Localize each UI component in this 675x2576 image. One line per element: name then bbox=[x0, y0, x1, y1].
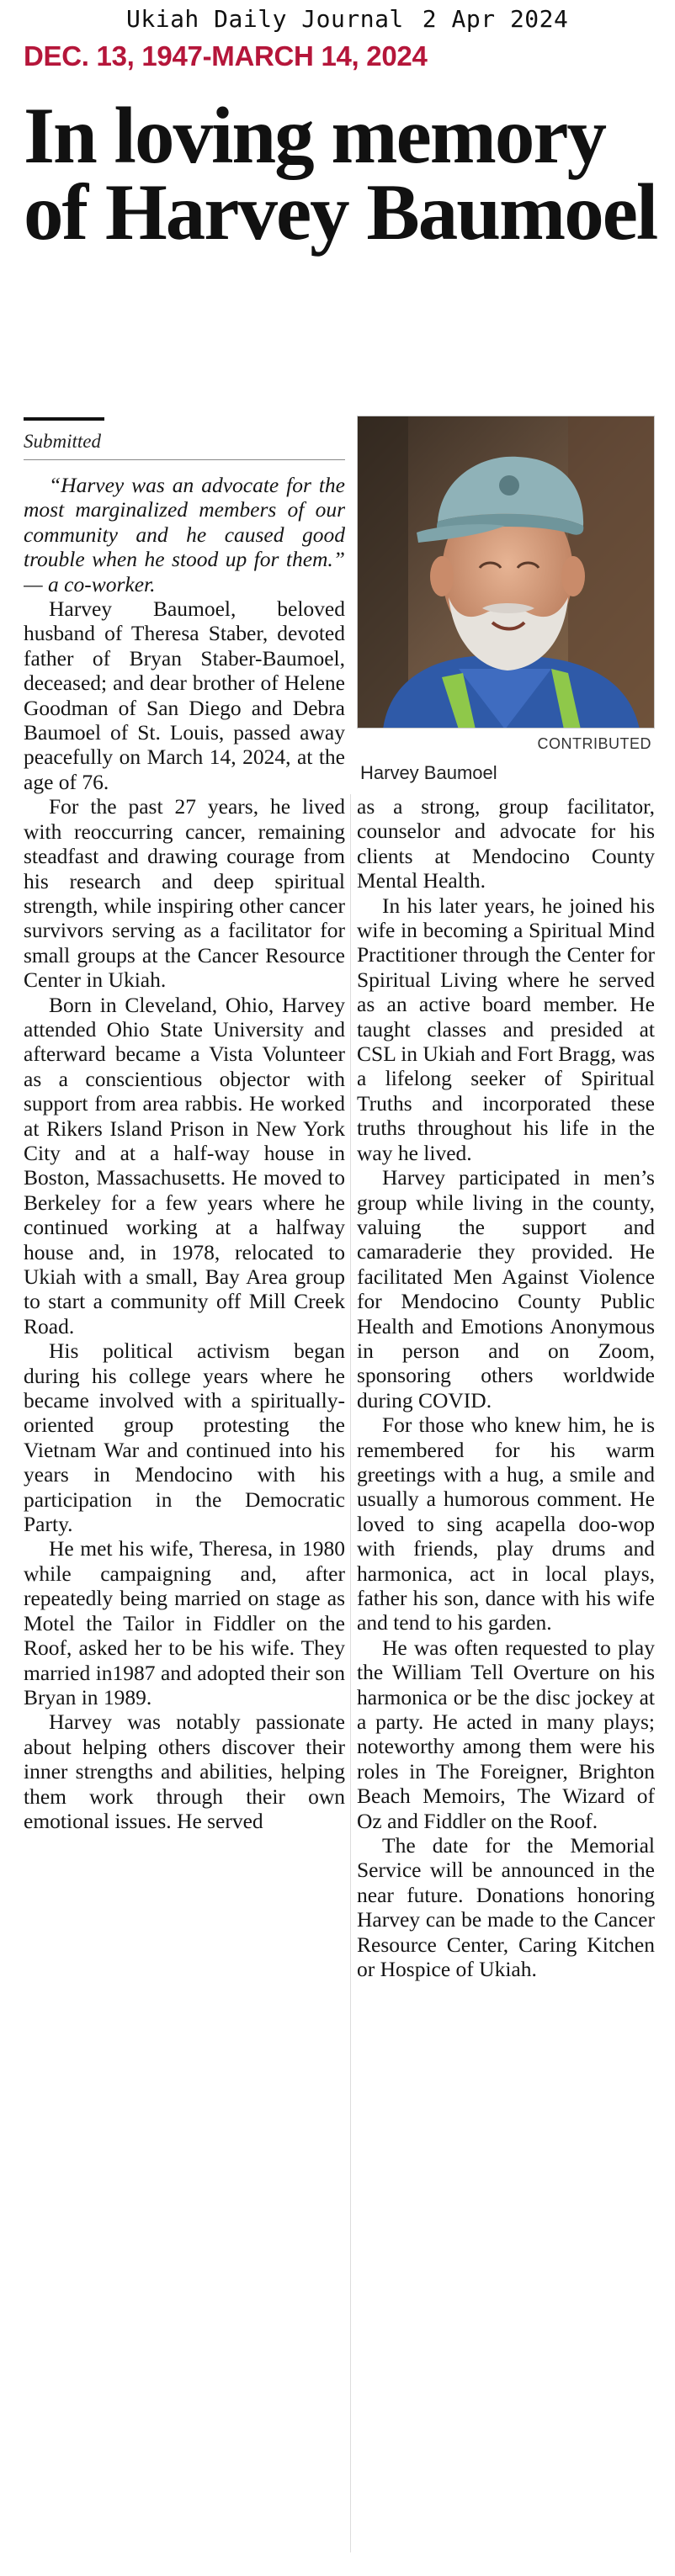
paragraph: In his later years, he joined his wife in becoming a Spiritual Mind Practitioner through the Center for Spiritual Living where he served as an active board member. He taught classes and presided at CSL in Ukiah and Fort Bragg, was a lifelong seeker of Spiritual Truths and incorporated these truths throughout his life in the way he lived. bbox=[357, 893, 655, 1165]
column-divider bbox=[350, 794, 351, 2552]
paragraph: The date for the Memorial Service will be announced in the near future. Donations honoring Harvey can be made to the Cancer Resource Center, Caring Kitchen or Hospice of Ukiah. bbox=[357, 1833, 655, 1982]
headline: In loving memory of Harvey Baumoel bbox=[24, 91, 657, 257]
paragraph: He met his wife, Theresa, in 1980 while campaigning and, after repeatedly being married on stage as Motel the Tailor in Fiddler on the Roof, asked her to be his wife. They married in1987 and adopted their son Bryan in 1989. bbox=[24, 1536, 345, 1709]
paragraph: For the past 27 years, he lived with reoccurring cancer, remaining steadfast and drawing courage from his research and deep spiritual strength, while inspiring other cancer survivors serving as a facilitator for small groups at the Cancer Resource Center in Ukiah. bbox=[24, 794, 345, 993]
masthead bbox=[126, 5, 568, 33]
paragraph-continued: as a strong, group facilitator, counselor and advocate for his clients at Mendocino County Mental Health. bbox=[357, 794, 655, 893]
portrait-photo bbox=[357, 416, 655, 729]
publication-name: Ukiah Daily Journal bbox=[126, 5, 404, 33]
byline-rule bbox=[24, 417, 104, 421]
portrait-illustration bbox=[358, 416, 655, 729]
photo-credit: CONTRIBUTED bbox=[537, 735, 651, 752]
photo-caption: Harvey Baumoel bbox=[360, 762, 497, 783]
paragraph: Harvey Baumoel, beloved husband of Theresa Staber, devoted father of Bryan Staber-Baumoel, deceased; and dear brother of Helene Goodman of San Diego and Debra Baumoel of St. Louis, passed away peacefully on March 14, 2024, at the age of 76. bbox=[24, 596, 345, 794]
paragraph: Born in Cleveland, Ohio, Harvey attended Ohio State University and afterward became a Vista Volunteer as a conscientious objector with support from area rabbis. He worked at Rikers Island Prison in New York City and at a half-way house in Boston, Massachusetts. He moved to Berkeley for a few years where he continued working at a halfway house and, in 1978, relocated to Ukiah with a small, Bay Area group to start a community off Mill Creek Road. bbox=[24, 992, 345, 1338]
publication-date: 2 Apr 2024 bbox=[422, 5, 569, 33]
byline: Submitted bbox=[24, 431, 101, 452]
byline-divider bbox=[24, 459, 345, 460]
paragraph: Harvey was notably passionate about helping others discover their inner strengths and abilities, helping them work through their own emotional issues. He served bbox=[24, 1709, 345, 1833]
pull-quote: “Harvey was an advocate for the most marginalized members of our community and he caused good trouble when he stood up for them.” — a co-worker. bbox=[24, 473, 345, 596]
article-column-1 bbox=[24, 473, 345, 2557]
paragraph: His political activism began during his college years where he became involved with a spiritually-oriented group protesting the Vietnam War and continued into his years in Mendocino with his participation in the Democratic Party. bbox=[24, 1338, 345, 1537]
article-column-2 bbox=[357, 794, 655, 2557]
paragraph: He was often requested to play the William Tell Overture on his harmonica or be the disc jockey at a party. He acted in many plays; noteworthy among them were his roles in The Foreigner, Brighton Beach Memoirs, The Wizard of Oz and Fiddler on the Roof. bbox=[357, 1635, 655, 1833]
life-dates: DEC. 13, 1947-MARCH 14, 2024 bbox=[24, 40, 428, 72]
paragraph: For those who knew him, he is remembered for his warm greetings with a hug, a smile and usually a humorous comment. He loved to sing acapella doo-wop with friends, play drums and harmonica, act in local plays, father his son, dance with his wife and tend to his garden. bbox=[357, 1413, 655, 1635]
paragraph: Harvey participated in men’s group while living in the county, valuing the support and camaraderie they provided. He facilitated Men Against Violence for Mendocino County Public Health and Emotions Anonymous in person and on Zoom, sponsoring others worldwide during COVID. bbox=[357, 1165, 655, 1413]
